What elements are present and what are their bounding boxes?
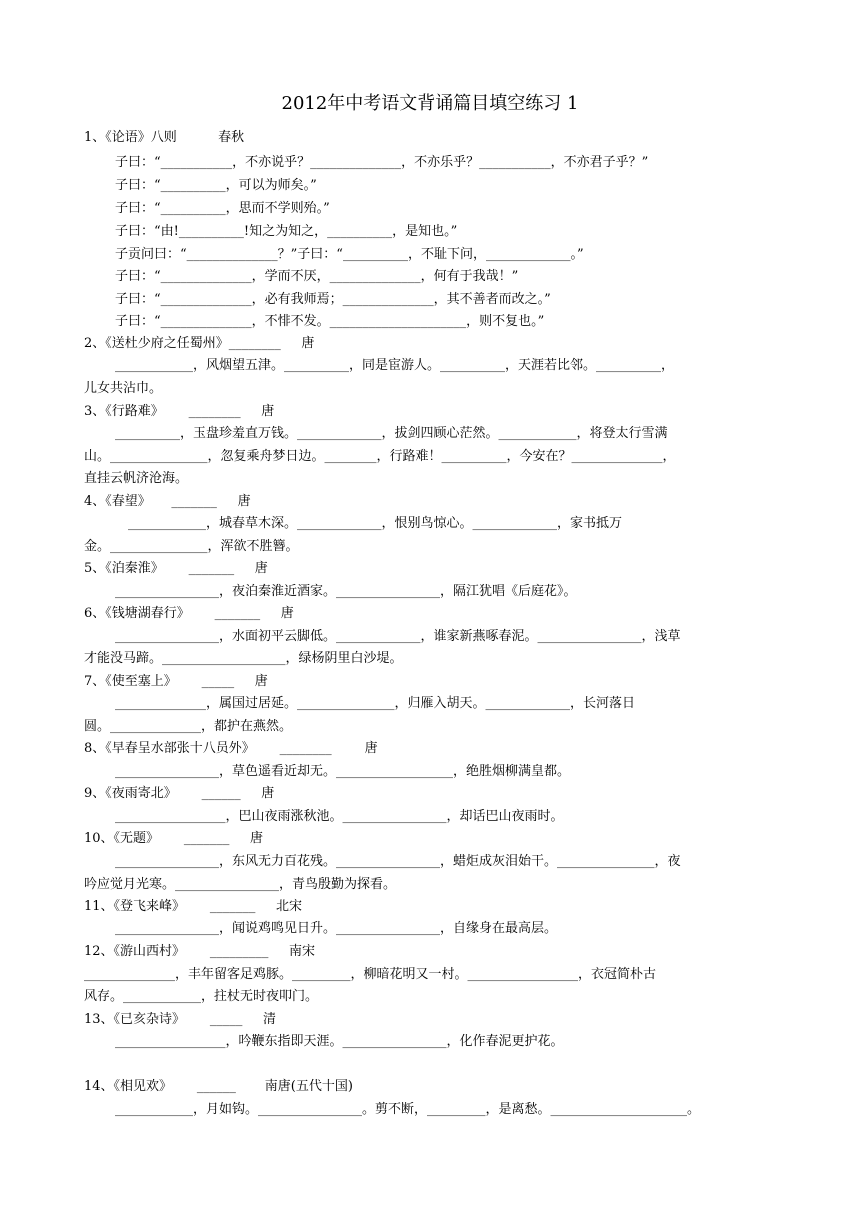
item-4-heading: 4、《春望》 _______ 唐 bbox=[84, 494, 251, 509]
item-8-heading: 8、《早春呈水部张十八员外》 ________ 唐 bbox=[84, 741, 378, 756]
item-3-line-3: 直挂云帆济沧海。 bbox=[84, 471, 189, 486]
item-11-heading: 11、《登飞来峰》 _______ 北宋 bbox=[84, 899, 302, 914]
item-14-heading: 14、《相见欢》 ______ 南唐(五代十国) bbox=[84, 1079, 353, 1094]
item-9-line-1: _________________，巴山夜雨涨秋池。________________，却话巴山夜雨时。 bbox=[115, 809, 564, 824]
item-5-heading: 5、《泊秦淮》 _______ 唐 bbox=[84, 561, 268, 576]
item-6-line-2: 才能没马蹄。___________________，绿杨阴里白沙堤。 bbox=[84, 651, 403, 666]
item-7-heading: 7、《使至塞上》 _____ 唐 bbox=[84, 674, 268, 689]
item-4-line-1: ____________，城春草木深。_____________，恨别鸟惊心。_____________，家书抵万 bbox=[128, 516, 623, 531]
item-3-heading: 3、《行路难》 ________ 唐 bbox=[84, 404, 275, 419]
item-10-line-2: 吟应觉月光寒。________________，青鸟殷勤为探看。 bbox=[84, 877, 397, 892]
item-1-line-4: 子曰：“由!__________!知之为知之，__________，是知也。” bbox=[115, 224, 458, 239]
item-2-line-1: ____________，风烟望五津。__________，同是宦游人。__________，天涯若比邻。__________， bbox=[115, 358, 675, 373]
item-7-line-1: ______________，属国过居延。_______________，归雁入胡天。_____________，长河落日 bbox=[115, 696, 636, 711]
item-12-line-1: ______________，丰年留客足鸡豚。_________，柳暗花明又一村。_________________，衣冠简朴古 bbox=[84, 967, 657, 982]
item-5-line-1: ________________，夜泊秦淮近酒家。________________，隔江犹唱《后庭花》。 bbox=[115, 584, 577, 599]
item-14-line-1: ____________，月如钩。________________。剪不断，_________，是离愁。_____________________。 bbox=[115, 1102, 701, 1117]
item-7-line-2: 圆。______________，都护在燕然。 bbox=[84, 719, 293, 734]
item-6-heading: 6、《钱塘湖春行》 _______ 唐 bbox=[84, 606, 294, 621]
item-6-line-1: ________________，水面初平云脚低。_____________，谁家新燕啄春泥。________________，浅草 bbox=[115, 629, 681, 644]
item-12-line-2: 风存。____________，拄杖无时夜叩门。 bbox=[84, 989, 319, 1004]
item-13-line-1: _________________，吟鞭东指即天涯。________________，化作春泥更护花。 bbox=[115, 1034, 564, 1049]
item-9-heading: 9、《夜雨寄北》 ______ 唐 bbox=[84, 786, 275, 801]
item-1-line-8: 子曰：“______________，不悱不发。_____________________，则不复也。” bbox=[115, 314, 545, 329]
item-4-line-2: 金。_______________，浑欲不胜簪。 bbox=[84, 539, 299, 554]
item-1-line-6: 子曰：“______________，学而不厌，______________，何有于我哉！” bbox=[115, 269, 519, 284]
page-title: 2012年中考语文背诵篇目填空练习 1 bbox=[281, 93, 579, 114]
item-2-heading: 2、《送杜少府之任蜀州》________ 唐 bbox=[84, 336, 315, 351]
item-1-line-5: 子贡问曰：“______________？”子曰：“__________，不耻下问，_____________。” bbox=[115, 247, 584, 262]
item-3-line-1: __________，玉盘珍羞直万钱。_____________，拔剑四顾心茫然。____________，将登太行雪满 bbox=[115, 426, 668, 441]
item-10-line-1: ________________，东风无力百花残。________________，蜡炬成灰泪始干。_______________，夜 bbox=[115, 854, 681, 869]
item-11-line-1: ________________，闻说鸡鸣见日升。________________，自缘身在最高层。 bbox=[115, 921, 558, 936]
item-1-heading: 1、《论语》八则 春秋 bbox=[84, 130, 245, 145]
item-8-line-1: ________________，草色遥看近却无。__________________，绝胜烟柳满皇都。 bbox=[115, 764, 571, 779]
item-1-line-1: 子曰：“___________，不亦说乎？______________，不亦乐乎？___________，不亦君子乎？” bbox=[115, 155, 649, 170]
item-13-heading: 13、《已亥杂诗》 _____ 清 bbox=[84, 1012, 276, 1027]
item-1-line-2: 子曰：“__________，可以为师矣。” bbox=[115, 178, 317, 193]
item-10-heading: 10、《无题》 _______ 唐 bbox=[84, 831, 263, 846]
item-3-line-2: 山。_______________，忽复乘舟梦日边。________，行路难！__________，今安在？______________， bbox=[84, 449, 676, 464]
item-1-line-3: 子曰：“__________，思而不学则殆。” bbox=[115, 201, 330, 216]
item-2-line-2: 儿女共沾巾。 bbox=[84, 381, 163, 396]
item-1-line-7: 子曰：“______________，必有我师焉；______________，其不善者而改之。” bbox=[115, 292, 551, 307]
item-12-heading: 12、《游山西村》 _________ 南宋 bbox=[84, 944, 315, 959]
